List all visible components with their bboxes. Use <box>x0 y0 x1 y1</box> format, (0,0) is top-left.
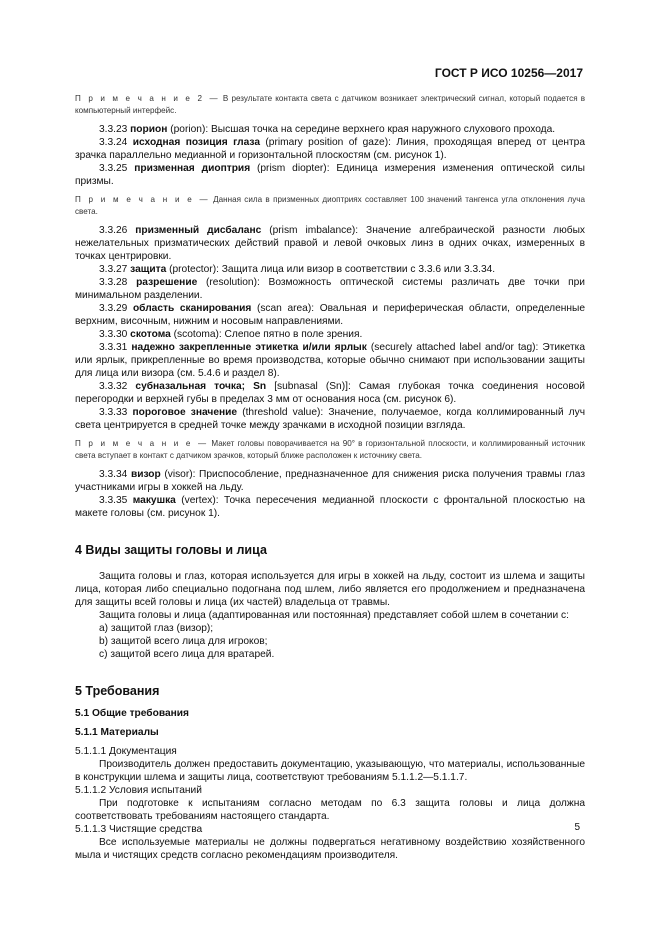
term-name: исходная позиция глаза <box>132 137 260 148</box>
list-item-c: c) защитой всего лица для вратарей. <box>99 649 275 660</box>
section-5-1-1-heading: 5.1.1 Материалы <box>75 727 159 738</box>
term-number: 3.3.23 <box>99 124 131 135</box>
term-name: призменный дисбаланс <box>135 225 262 236</box>
section-5-1-1-2-text: При подготовке к испытаниям согласно методам по 6.3 защита головы и лица должна соответствовать требованиям настоящего стандарта. <box>75 798 585 822</box>
term-name: разрешение <box>136 277 198 288</box>
term-number: 3.3.32 <box>99 381 136 392</box>
term-definition: (prism imbalance): Значение алгебраической разности любых нежелательных призматических действий правой и левой очковых линз в одних очках, измеренных в точках центрировки. <box>75 225 585 262</box>
term-name: призменная диоптрия <box>134 163 251 174</box>
term-definition: (visor): Приспособление, предназначенное для снижения риска получения травмы глаз участниками игры в хоккей на льду. <box>75 469 585 493</box>
section-5-1-1-2-heading: 5.1.1.2 Условия испытаний <box>75 785 202 796</box>
term-name: порион <box>130 124 168 135</box>
term-3-3-27 <box>75 263 585 276</box>
term-number: 3.3.24 <box>99 137 133 148</box>
section-5-1-1-1-heading: 5.1.1.1 Документация <box>75 746 177 757</box>
term-definition: [subnasal (Sn)]: Самая глубокая точка соединения носовой перегородки и верхней губы в пределах 3 мм от основания носа (см. рисунок 6). <box>75 381 585 405</box>
term-definition: (porion): Высшая точка на середине верхнего края наружного слухового прохода. <box>167 124 556 135</box>
term-3-3-28 <box>75 276 585 302</box>
section-4-paragraph-1: Защита головы и глаз, которая используется для игры в хоккей на льду, состоит из шлема и защиты лица, которая либо специально подогнана под шлем, либо является его продолжением и предназначена для защиты всей головы и лица (их частей) владельца от травмы. <box>75 571 585 608</box>
term-definition: (resolution): Возможность оптической системы различать две точки при минимальном разделении. <box>75 277 585 301</box>
section-5-1-heading: 5.1 Общие требования <box>75 708 189 719</box>
note-text: Макет головы поворачивается на 90° в горизонтальной плоскости, и коллимированный источник света вступает в контакт с датчиком зрачков, который ближе расположен к источнику света. <box>75 439 585 460</box>
term-3-3-32 <box>75 380 585 406</box>
term-name: визор <box>130 469 161 480</box>
note-3-3-25 <box>75 194 585 218</box>
term-definition: (primary position of gaze): Линия, проходящая вперед от центра зрачка параллельно медианной и горизонтальной плоскостям (см. рисунок 1). <box>75 137 586 161</box>
term-definition: (vertex): Точка пересечения медианной плоскости с фронтальной плоскостью на макете головы (см. рисунок 1). <box>75 495 586 519</box>
note-2 <box>75 93 585 117</box>
term-number: 3.3.28 <box>99 277 137 288</box>
term-definition: (scotoma): Слепое пятно в поле зрения. <box>170 329 363 340</box>
note-label: П р и м е ч а н и е — <box>75 439 209 448</box>
term-3-3-25 <box>75 162 585 188</box>
term-name: область сканирования <box>132 303 252 314</box>
term-3-3-31 <box>75 341 585 380</box>
term-definition: (prism diopter): Единица измерения изменения оптической силы призмы. <box>75 163 585 187</box>
page-content <box>75 93 585 862</box>
term-name: макушка <box>132 495 176 506</box>
section-5-heading: 5 Требования <box>75 684 160 698</box>
term-number: 3.3.31 <box>99 342 132 353</box>
term-3-3-26 <box>75 224 585 263</box>
note-text: Данная сила в призменных диоптриях составляет 100 значений тангенса угла отклонения луча света. <box>75 195 585 216</box>
note-label: П р и м е ч а н и е — <box>75 195 210 204</box>
section-5-1-1-3-text: Все используемые материалы не должны подвергаться негативному воздействию хозяйственного мыла и чистящих средств согласно рекомендациям производителя. <box>75 837 585 861</box>
term-3-3-29 <box>75 302 585 328</box>
term-definition: (threshold value): Значение, получаемое, когда коллимированный луч света центрируется в средней точке между зрачками в исходной позиции взгляда. <box>75 407 586 431</box>
term-number: 3.3.33 <box>99 407 133 418</box>
section-4-paragraph-2: Защита головы и лица (адаптированная или постоянная) представляет собой шлем в сочетании с: <box>99 610 569 621</box>
note-text: В результате контакта света с датчиком возникает электрический сигнал, который подается в компьютерный интерфейс. <box>75 94 586 115</box>
term-name: скотома <box>130 329 171 340</box>
list-item-a: a) защитой глаз (визор); <box>99 623 214 634</box>
term-number: 3.3.26 <box>99 225 136 236</box>
standard-header: ГОСТ Р ИСО 10256—2017 <box>434 66 583 80</box>
term-name: пороговое значение <box>132 407 238 418</box>
note-label: П р и м е ч а н и е 2 — <box>75 94 220 103</box>
term-3-3-34 <box>75 468 585 494</box>
term-3-3-24 <box>75 136 585 162</box>
term-definition: (protector): Защита лица или визор в соответствии с 3.3.6 или 3.3.34. <box>166 264 496 275</box>
term-name: защита <box>130 264 167 275</box>
term-name: субназальная точка; Sn <box>135 381 267 392</box>
term-definition: (securely attached label and/or tag): Этикетка или ярлык, прикрепленные во время производства, которые обычно снимают при использовании защиты для лица или визора (см. 5.4.6 и раздел 8). <box>75 342 586 379</box>
term-number: 3.3.25 <box>99 163 135 174</box>
term-3-3-23 <box>75 123 585 136</box>
term-3-3-33 <box>75 406 585 432</box>
term-number: 3.3.35 <box>99 495 133 506</box>
list-item-b: b) защитой всего лица для игроков; <box>99 636 268 647</box>
page-number: 5 <box>574 822 580 833</box>
section-5-1-1-1-text: Производитель должен предоставить документацию, указывающую, что материалы, использованные в конструкции шлема и защиты лица, соответствуют требованиям 5.1.1.2—5.1.1.7. <box>75 759 585 783</box>
term-3-3-35 <box>75 494 585 520</box>
term-definition: (scan area): Овальная и периферическая области, определенные верхним, височным, нижним и носовым направлениями. <box>75 303 585 327</box>
term-number: 3.3.34 <box>99 469 131 480</box>
term-name: надежно закрепленные этикетка и/или ярлык <box>131 342 367 353</box>
term-number: 3.3.27 <box>99 264 131 275</box>
section-4-heading: 4 Виды защиты головы и лица <box>75 543 267 557</box>
section-5-1-1-3-heading: 5.1.1.3 Чистящие средства <box>75 824 203 835</box>
term-3-3-30 <box>75 328 585 341</box>
note-3-3-33 <box>75 438 585 462</box>
term-number: 3.3.29 <box>99 303 133 314</box>
term-number: 3.3.30 <box>99 329 131 340</box>
